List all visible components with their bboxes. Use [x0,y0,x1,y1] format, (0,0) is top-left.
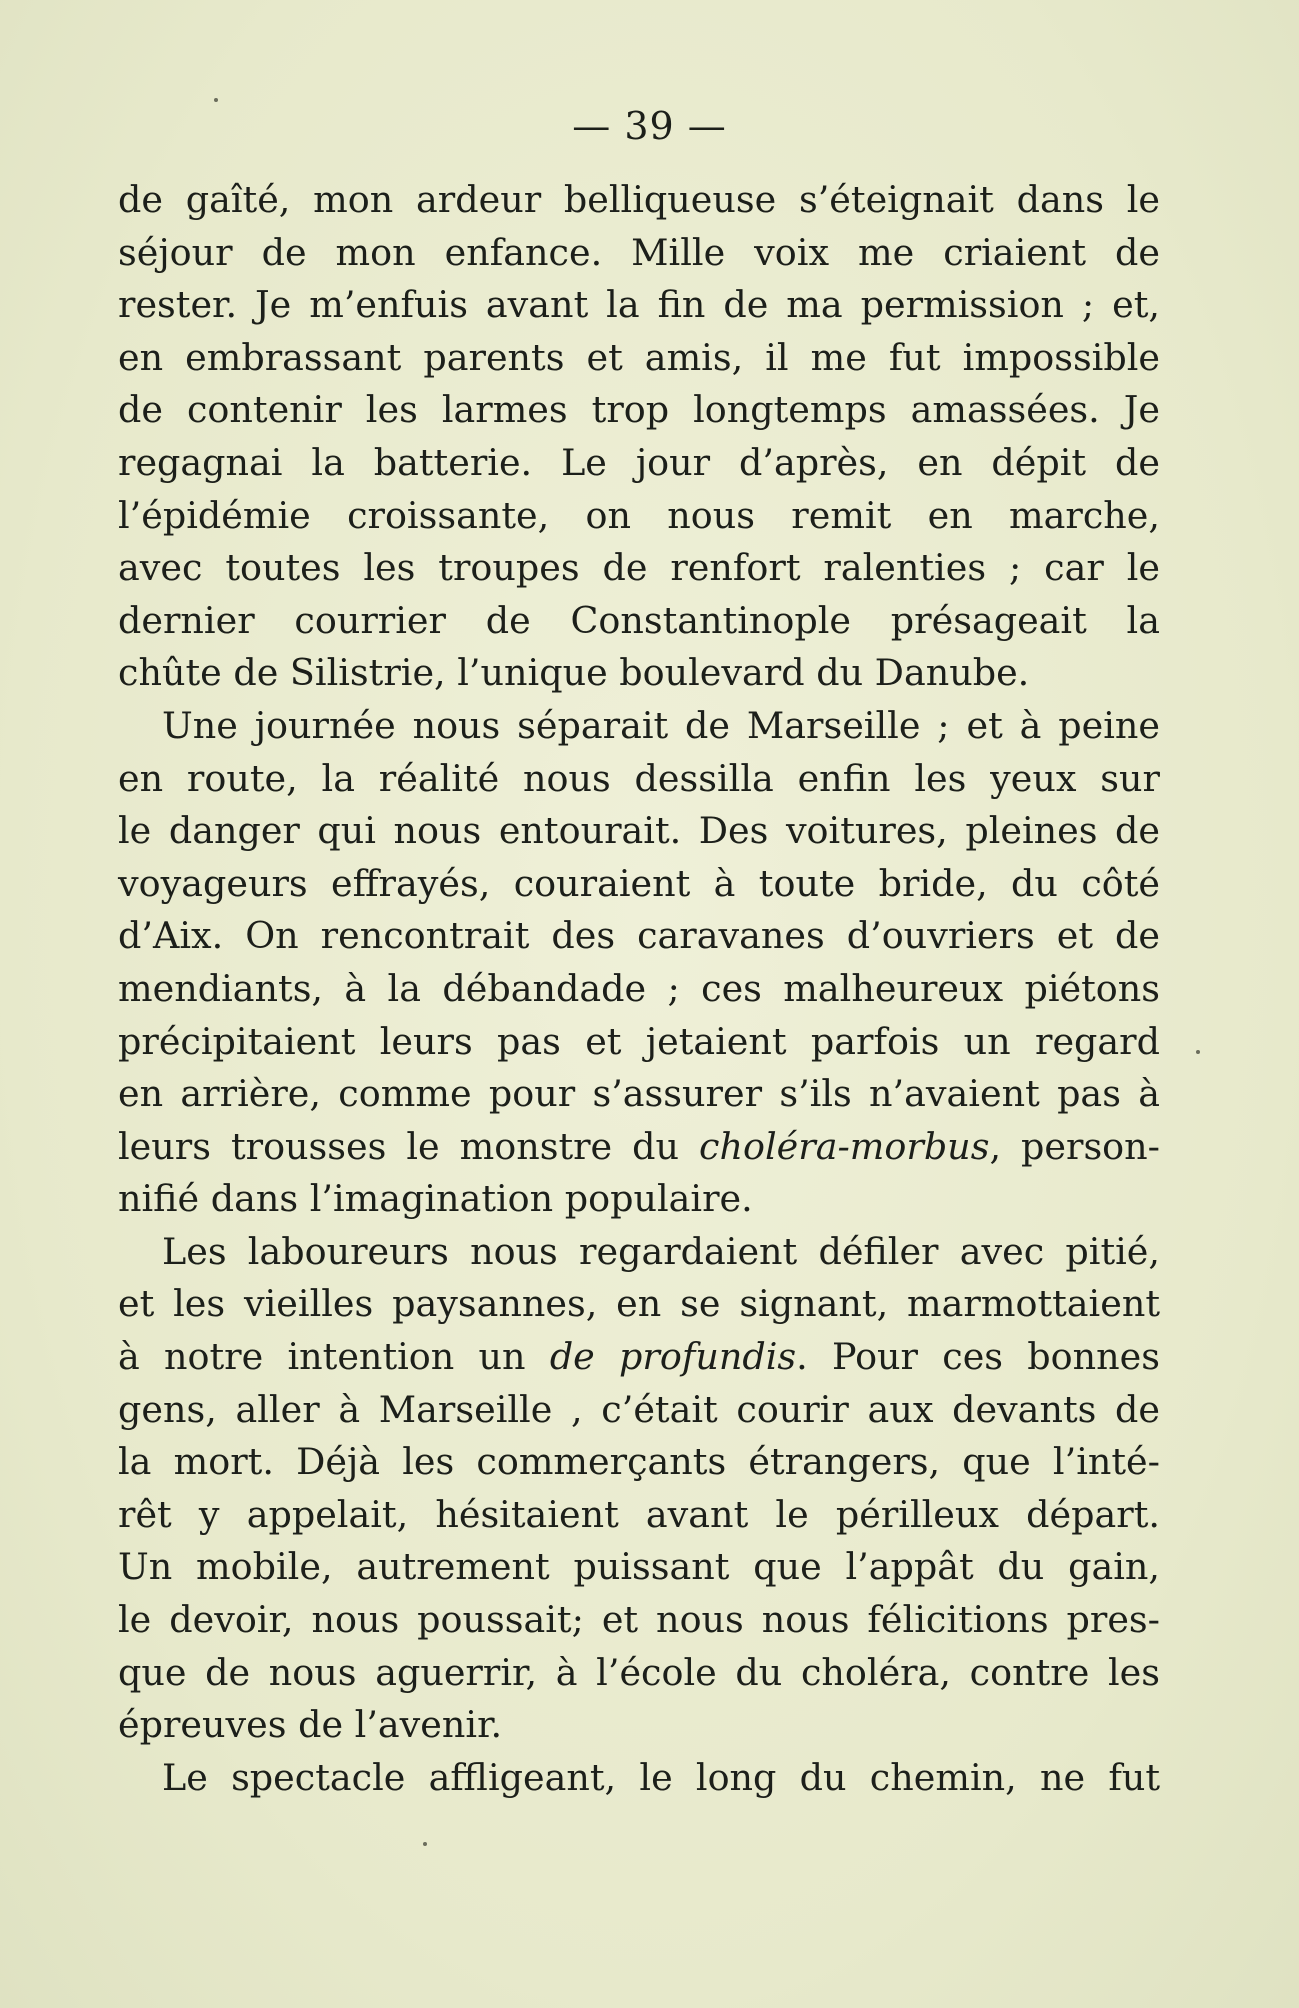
text-line: séjour de mon enfance. Mille voix me criaient de [118,230,1160,274]
page-number: — 39 — [572,104,727,148]
text-line: d’Aix. On rencontrait des caravanes d’ouvriers et de [118,914,1160,958]
text-line: regagnai la batterie. Le jour d’après, en dépit de [118,440,1160,484]
text-run: . Pour ces bonnes [796,1335,1160,1379]
text-line-with-italic [118,1331,1160,1384]
text-line: et les vieilles paysannes, en se signant, marmottaient [118,1282,1160,1326]
text-line: rêt y appelait, hésitaient avant le périlleux départ. [118,1492,1160,1536]
paragraph-3 [118,1226,1160,1752]
text-line: en embrassant parents et amis, il me fut impossible [118,335,1160,379]
text-line: mendiants, à la débandade ; ces malheureux piétons [118,966,1160,1010]
text-line: nifié dans l’imagination populaire. [118,1177,753,1221]
text-line: de contenir les larmes trop longtemps amassées. Je [118,388,1160,432]
text-run: , person- [989,1124,1160,1168]
text-line: Le spectacle affligeant, le long du chemin, ne fut [162,1755,1160,1799]
paper-speck [423,1842,427,1846]
body-text [118,174,1160,1804]
paragraph-2 [118,700,1160,1226]
text-run: à notre intention un [118,1335,550,1379]
text-line: de gaîté, mon ardeur belliqueuse s’éteignait dans le [118,178,1160,221]
text-line: rester. Je m’enfuis avant la fin de ma permission ; et, [118,283,1160,327]
paper-speck [1196,1050,1200,1054]
text-line: gens, aller à Marseille , c’était courir aux devants de [118,1387,1160,1431]
italic-term: de profundis [549,1335,797,1379]
text-line: le danger qui nous entourait. Des voitures, pleines de [118,809,1160,853]
text-line: voyageurs effrayés, couraient à toute bride, du côté [118,861,1160,905]
text-line: que de nous aguerrir, à l’école du choléra, contre les [118,1650,1160,1694]
text-line: en arrière, comme pour s’assurer s’ils n’avaient pas à [118,1072,1160,1116]
text-line: dernier courrier de Constantinople présageait la [118,598,1160,642]
text-line: chûte de Silistrie, l’unique boulevard du Danube. [118,651,1030,695]
text-line: précipitaient leurs pas et jetaient parfois un regard [118,1019,1160,1063]
text-line: Un mobile, autrement puissant que l’appât du gain, [118,1545,1160,1589]
text-line: l’épidémie croissante, on nous remit en marche, [118,493,1160,537]
italic-term: choléra-morbus [699,1124,990,1168]
text-line: en route, la réalité nous dessilla enfin les yeux sur [118,756,1160,800]
text-run: leurs trousses le monstre du [118,1124,700,1168]
text-line: avec toutes les troupes de renfort ralenties ; car le [118,546,1160,590]
text-line-with-italic [118,1121,1160,1174]
text-line: épreuves de l’avenir. [118,1703,503,1747]
text-line: la mort. Déjà les commerçants étrangers, que l’inté- [118,1440,1160,1484]
paragraph-4 [118,1752,1160,1805]
text-line: Une journée nous séparait de Marseille ; et à peine [162,703,1160,747]
text-line: le devoir, nous poussait; et nous nous félicitions pres- [118,1598,1160,1642]
text-line: Les laboureurs nous regardaient défiler avec pitié, [162,1229,1160,1273]
paragraph-1 [118,174,1160,700]
paper-speck [214,98,218,102]
